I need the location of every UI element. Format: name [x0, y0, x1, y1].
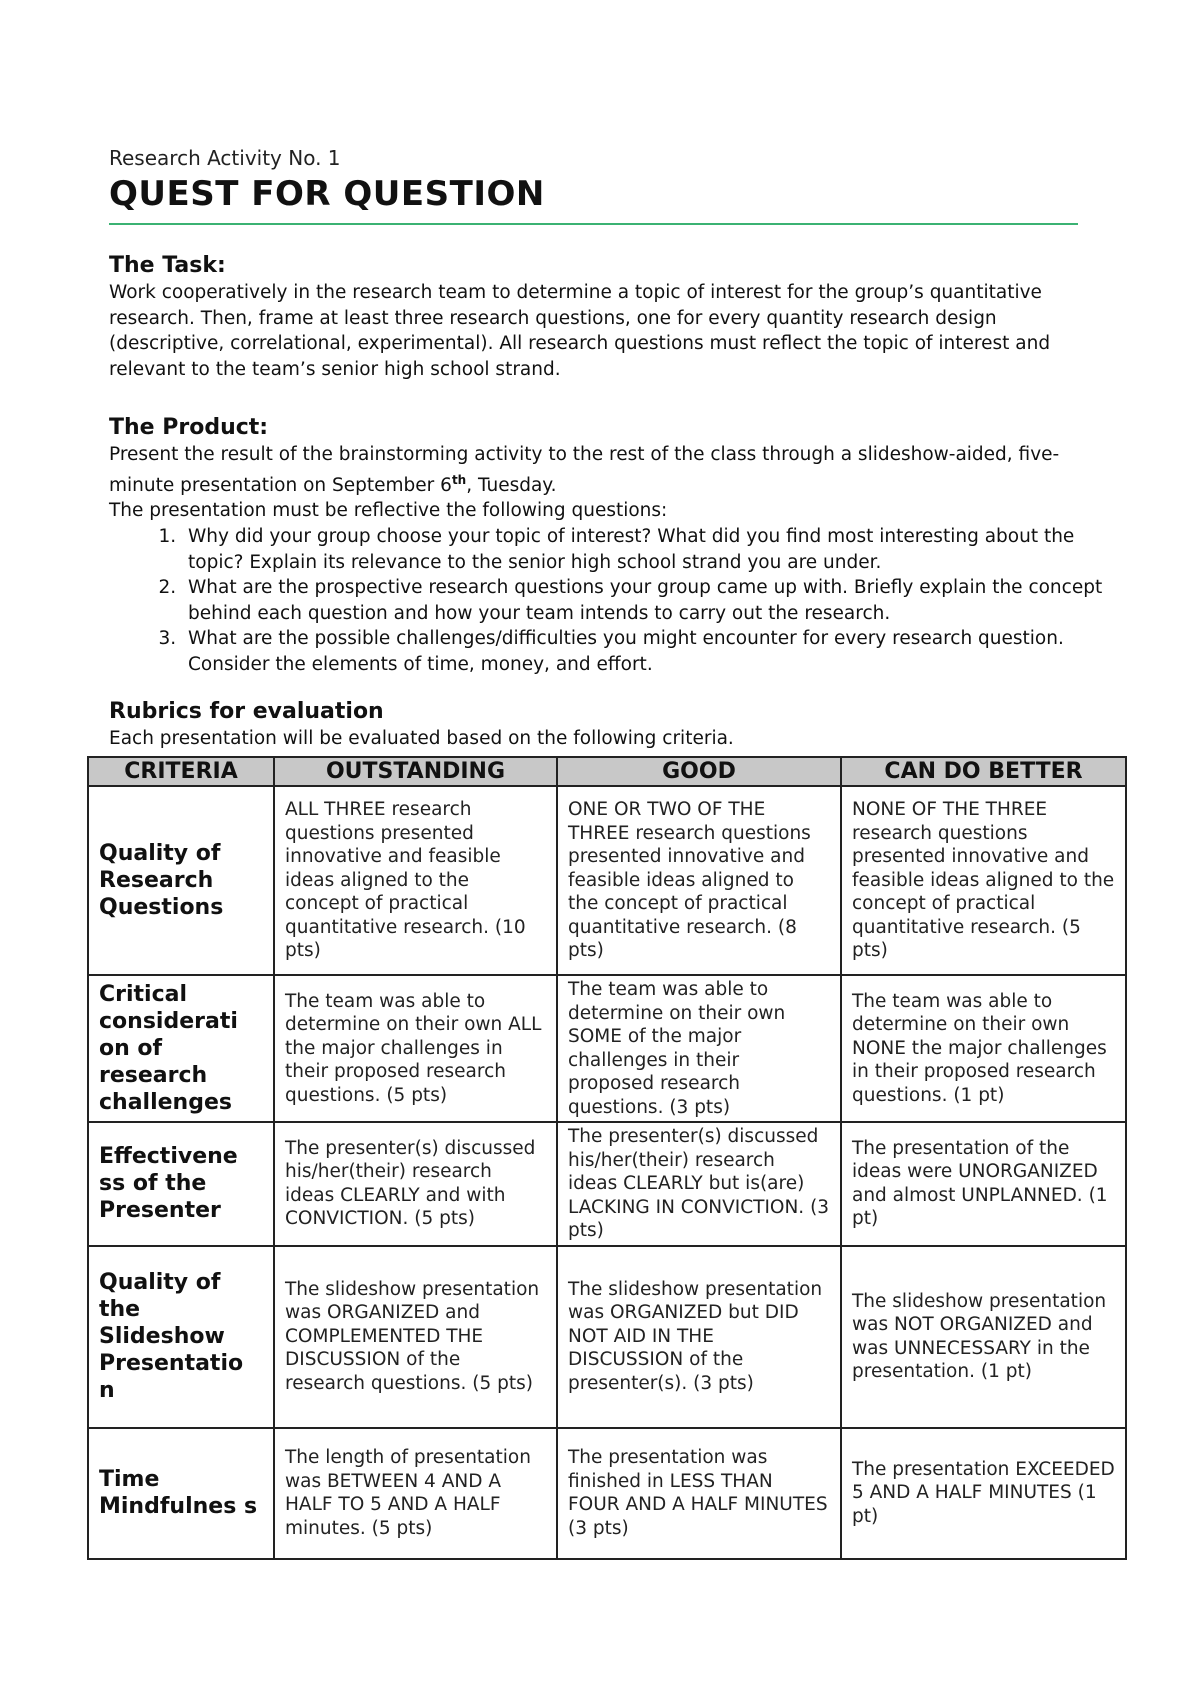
rubrics-section: [109, 698, 1109, 752]
good-cell: The team was able to determine on their own SOME of the major challenges in their proposed research questions. (3 pts): [557, 975, 841, 1122]
question-item: 3. What are the possible challenges/difficulties you might encounter for every research question. Consider the elements of time, money, and effort.: [182, 626, 1109, 677]
can-do-better-cell: The slideshow presentation was NOT ORGANIZED and was UNNECESSARY in the presentation. (1 pt): [841, 1246, 1126, 1428]
outstanding-cell: The length of presentation was BETWEEN 4 AND A HALF TO 5 AND A HALF minutes. (5 pts): [274, 1428, 557, 1559]
criteria-cell: Effectivene ss of the Presenter: [88, 1122, 274, 1246]
ordinal-suffix: th: [451, 472, 467, 487]
outstanding-cell: The slideshow presentation was ORGANIZED and COMPLEMENTED THE DISCUSSION of the research questions. (5 pts): [274, 1246, 557, 1428]
criteria-cell: Quality of Research Questions: [88, 786, 274, 975]
can-do-better-cell: NONE OF THE THREE research questions presented innovative and feasible ideas aligned to the concept of practical quantitative research. (5 pts): [841, 786, 1126, 975]
good-cell: The presentation was finished in LESS THAN FOUR AND A HALF MINUTES (3 pts): [557, 1428, 841, 1559]
can-do-better-cell: The presentation EXCEEDED 5 AND A HALF MINUTES (1 pt): [841, 1428, 1126, 1559]
title-divider: [109, 223, 1078, 225]
table-row: [88, 786, 1126, 975]
table-header-row: [88, 757, 1126, 786]
table-row: [88, 1428, 1126, 1559]
table-row: [88, 975, 1126, 1122]
table-row: [88, 1246, 1126, 1428]
rubrics-heading: Rubrics for evaluation: [109, 699, 384, 724]
product-intro: The presentation must be reflective the following questions:: [109, 500, 668, 522]
column-header-criteria: CRITERIA: [88, 757, 274, 786]
criteria-cell: Quality of the Slideshow Presentatio n: [88, 1246, 274, 1428]
good-cell: ONE OR TWO OF THE THREE research questions presented innovative and feasible ideas aligned to the concept of practical quantitative research. (8 pts): [557, 786, 841, 975]
question-item: 1. Why did your group choose your topic of interest? What did you find most interesting about the topic? Explain its relevance to the senior high school strand you are under.: [182, 524, 1109, 575]
outstanding-cell: The presenter(s) discussed his/her(their) research ideas CLEARLY and with CONVICTION. (5 pts): [274, 1122, 557, 1246]
outstanding-cell: ALL THREE research questions presented innovative and feasible ideas aligned to the concept of practical quantitative research. (10 pts): [274, 786, 557, 975]
product-section: [109, 414, 1109, 678]
criteria-cell: Critical considerati on of research challenges: [88, 975, 274, 1122]
product-body-end: , Tuesday.: [466, 474, 557, 496]
column-header-good: GOOD: [557, 757, 841, 786]
criteria-cell: Time Mindfulnes s: [88, 1428, 274, 1559]
good-cell: The slideshow presentation was ORGANIZED but DID NOT AID IN THE DISCUSSION of the presenter(s). (3 pts): [557, 1246, 841, 1428]
activity-number: Research Activity No. 1: [109, 146, 341, 170]
product-body-text: Present the result of the brainstorming activity to the rest of the class through a slideshow-aided, five-minute presentation on September 6: [109, 444, 1060, 496]
outstanding-cell: The team was able to determine on their own ALL the major challenges in their proposed research questions. (5 pts): [274, 975, 557, 1122]
good-cell: The presenter(s) discussed his/her(their) research ideas CLEARLY but is(are) LACKING IN CONVICTION. (3 pts): [557, 1122, 841, 1246]
task-body: Work cooperatively in the research team to determine a topic of interest for the group’s quantitative research. Then, frame at least three research questions, one for every quantity research design (descriptive, correlational, experimental). All research questions must reflect the topic of interest and relevant to the team’s senior high school strand.: [109, 282, 1051, 380]
rubric-table: [87, 756, 1127, 1560]
question-list: [109, 524, 1109, 678]
page-title: QUEST FOR QUESTION: [109, 174, 545, 214]
table-row: [88, 1122, 1126, 1246]
task-section: [109, 252, 1109, 382]
rubrics-intro: Each presentation will be evaluated based on the following criteria.: [109, 728, 734, 749]
product-heading: The Product:: [109, 415, 269, 440]
can-do-better-cell: The team was able to determine on their own NONE the major challenges in their proposed research questions. (1 pt): [841, 975, 1126, 1122]
question-item: 2. What are the prospective research questions your group came up with. Briefly explain the concept behind each question and how your team intends to carry out the research.: [182, 575, 1109, 626]
column-header-can-do-better: CAN DO BETTER: [841, 757, 1126, 786]
product-body: [109, 442, 1109, 498]
can-do-better-cell: The presentation of the ideas were UNORGANIZED and almost UNPLANNED. (1 pt): [841, 1122, 1126, 1246]
task-heading: The Task:: [109, 253, 226, 278]
column-header-outstanding: OUTSTANDING: [274, 757, 557, 786]
